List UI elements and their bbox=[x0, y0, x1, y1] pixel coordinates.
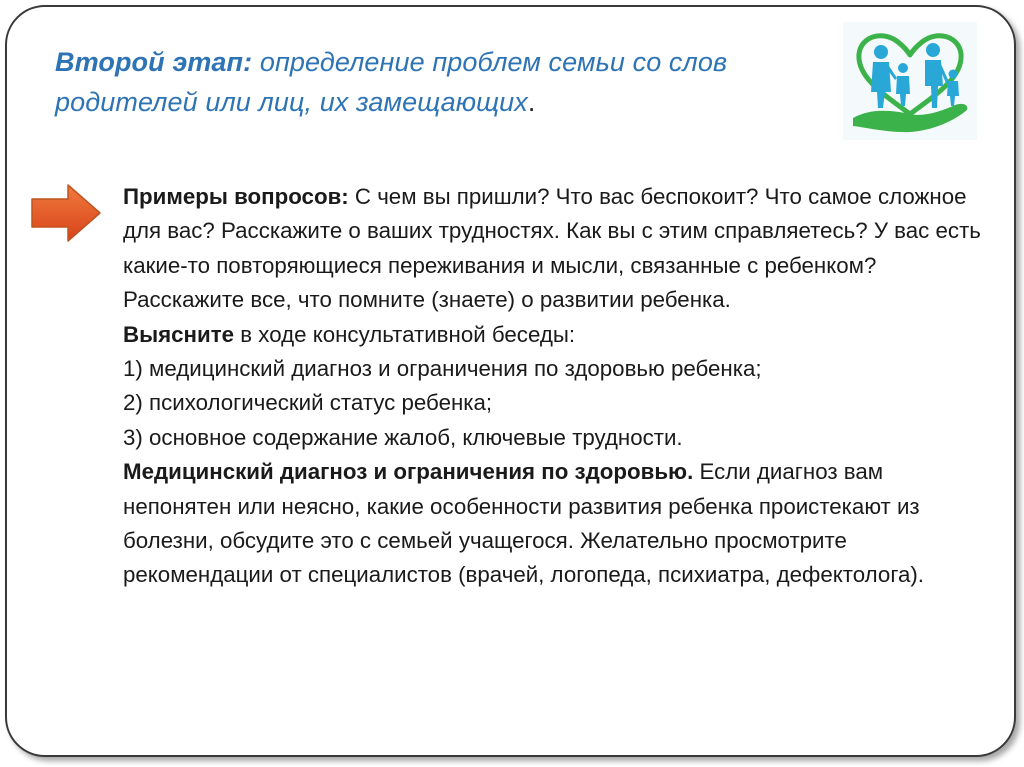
clarify-paragraph bbox=[123, 318, 993, 352]
title-end: . bbox=[527, 87, 536, 117]
slide-body bbox=[123, 180, 993, 593]
diagnosis-text: Если диагноз вам непонятен или неясно, какие особенности развития ребенка проистекают из болезни, обсудите это с семьей учащегося. Желательно просмотрите рекомендации от специалистов (врачей, логопеда, психиатра, дефектолога). bbox=[123, 459, 924, 588]
clarify-heading: Выясните bbox=[123, 321, 235, 347]
slide-title bbox=[55, 42, 845, 122]
diagnosis-paragraph bbox=[123, 455, 993, 593]
title-bold: Второй этап: bbox=[55, 47, 253, 77]
title-rest: определение проблем семьи со слов родителей или лиц, их замещающих bbox=[55, 47, 728, 117]
diagnosis-heading: Медицинский диагноз и ограничения по здоровью. bbox=[123, 459, 694, 485]
clarify-text: в ходе консультативной беседы: bbox=[234, 321, 576, 347]
arrow-right-icon bbox=[30, 183, 102, 243]
questions-text: С чем вы пришли? Что вас беспокоит? Что самое сложное для вас? Расскажите о ваших трудностях. Как вы с этим справляетесь? У вас есть какие-то повторяющиеся переживания и мысли, связанные с ребенком? Расскажите все, что помните (знаете) о развитии ребенка. bbox=[123, 184, 981, 313]
list-item: 3) основное содержание жалоб, ключевые трудности. bbox=[123, 424, 683, 450]
questions-paragraph bbox=[123, 180, 993, 318]
list-item: 2) психологический статус ребенка; bbox=[123, 390, 493, 416]
family-heart-hand-logo bbox=[843, 22, 977, 140]
questions-heading: Примеры вопросов: bbox=[123, 184, 349, 209]
list-item: 1) медицинский диагноз и ограничения по здоровью ребенка; bbox=[123, 356, 762, 382]
